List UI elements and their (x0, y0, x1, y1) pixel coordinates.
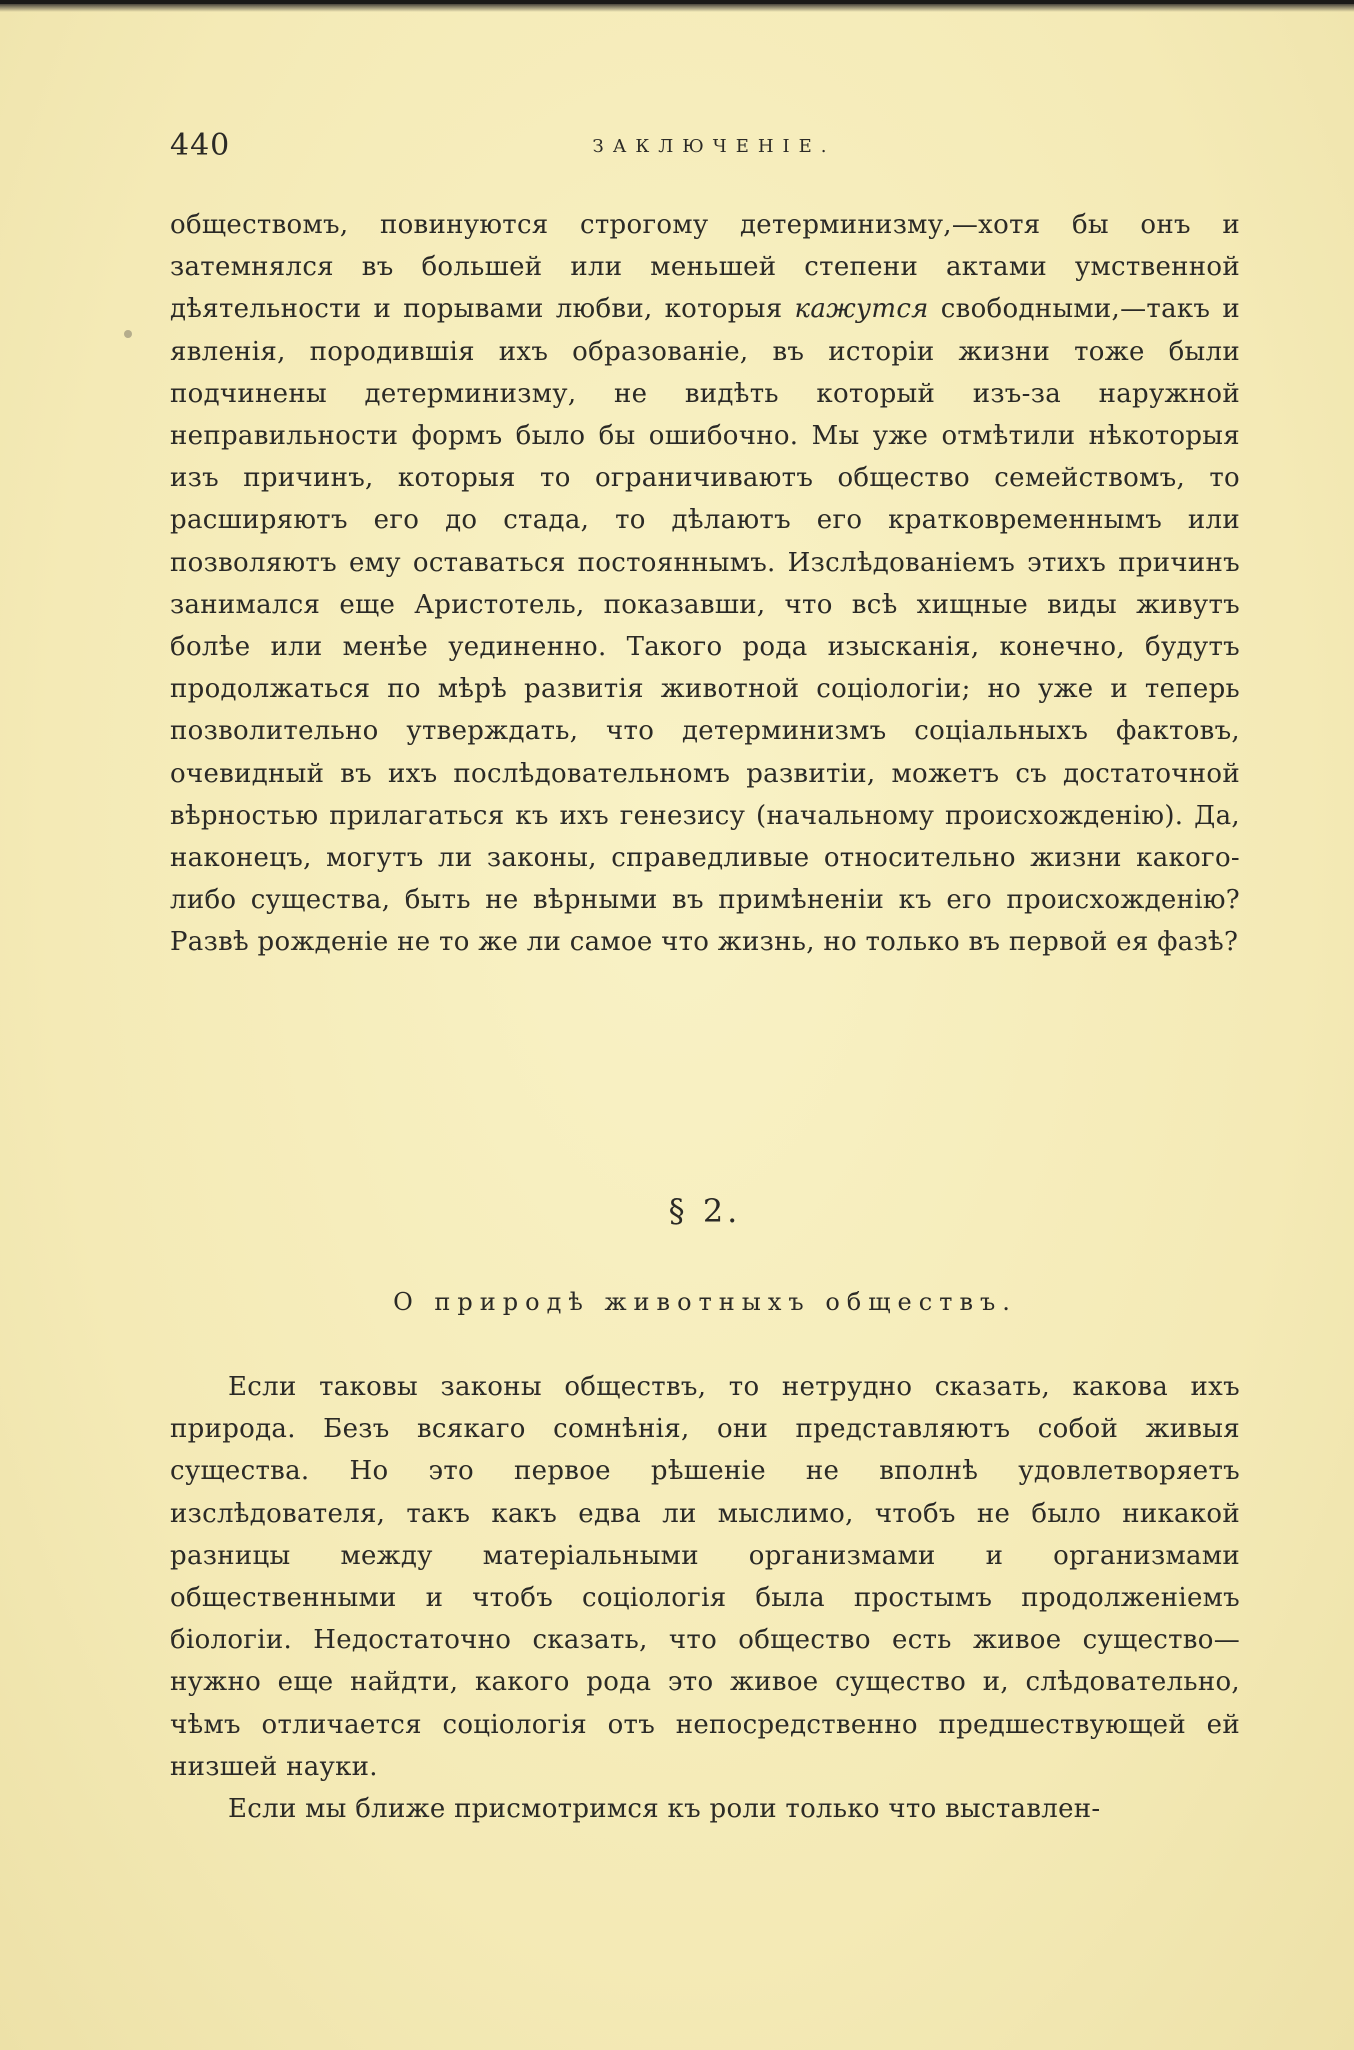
running-head: ЗАКЛЮЧЕНІЕ. (592, 136, 836, 157)
paragraph: Если мы ближе присмотримся къ роли только что выставлен- (228, 1794, 1101, 1825)
margin-speck (124, 330, 132, 338)
paragraph-text: свободными,—такъ и явленія, породившія ихъ образованіе, въ исторіи жизни тоже были подчинены детерминизму, не видѣть который изъ-за наружной неправильности формъ было бы ошибочно. Мы уже отмѣтили нѣкоторыя изъ причинъ, которыя то ограничиваютъ общество семействомъ, то расширяютъ его до стада, то дѣлаютъ его кратковременнымъ или позволяютъ ему оставаться постояннымъ. Изслѣдованіемъ этихъ причинъ занимался еще Аристотель, показавши, что всѣ хищные виды живутъ болѣе или менѣе уединенно. Такого рода изысканія, конечно, будутъ продолжаться по мѣрѣ развитія животной соціологіи; но уже и теперь позволительно утверждать, что детерминизмъ соціальныхъ фактовъ, очевидный въ ихъ послѣдовательномъ развитіи, можетъ съ достаточной вѣрностью прилагаться къ ихъ генезису (начальному происхожденію). Да, наконецъ, могутъ ли законы, справедливые относительно жизни какого-либо существа, быть не вѣрными въ примѣненіи къ его происхожденію? Развѣ рожденіе не то же ли самое что жизнь, но только въ первой ея фазѣ? (170, 294, 1240, 958)
paragraph-continued (170, 204, 1240, 964)
page-number: 440 (170, 128, 231, 163)
section-number: § 2. (668, 1192, 742, 1230)
body-text-section (170, 1366, 1240, 1830)
book-page (0, 4, 1354, 2050)
italic-word: кажутся (794, 294, 929, 325)
body-text-top (170, 204, 1240, 964)
paragraph-text: обществомъ, повинуются строгому детерминизму,—хотя бы онъ и затемнялся въ большей или меньшей степени актами умственной дѣятельности и порывами любви, которыя (170, 210, 1240, 325)
paragraph: Если таковы законы обществъ, то нетрудно сказать, какова ихъ природа. Безъ всякаго сомнѣнія, они представляютъ собой живыя существа. Но это первое рѣшеніе не вполнѣ удовлетворяетъ изслѣдователя, такъ какъ едва ли мыслимо, чтобъ не было никакой разницы между матеріальными организмами и организмами общественными и чтобъ соціологія была простымъ продолженіемъ біологіи. Недостаточно сказать, что общество есть живое существо—нужно еще найдти, какого рода это живое существо и, слѣдовательно, чѣмъ отличается соціологія отъ непосредственно предшествующей ей низшей науки. (170, 1372, 1240, 1782)
section-title: О природѣ животныхъ обществъ. (393, 1288, 1017, 1316)
page-header (168, 128, 1248, 168)
page-edge-shadow (0, 4, 1354, 12)
